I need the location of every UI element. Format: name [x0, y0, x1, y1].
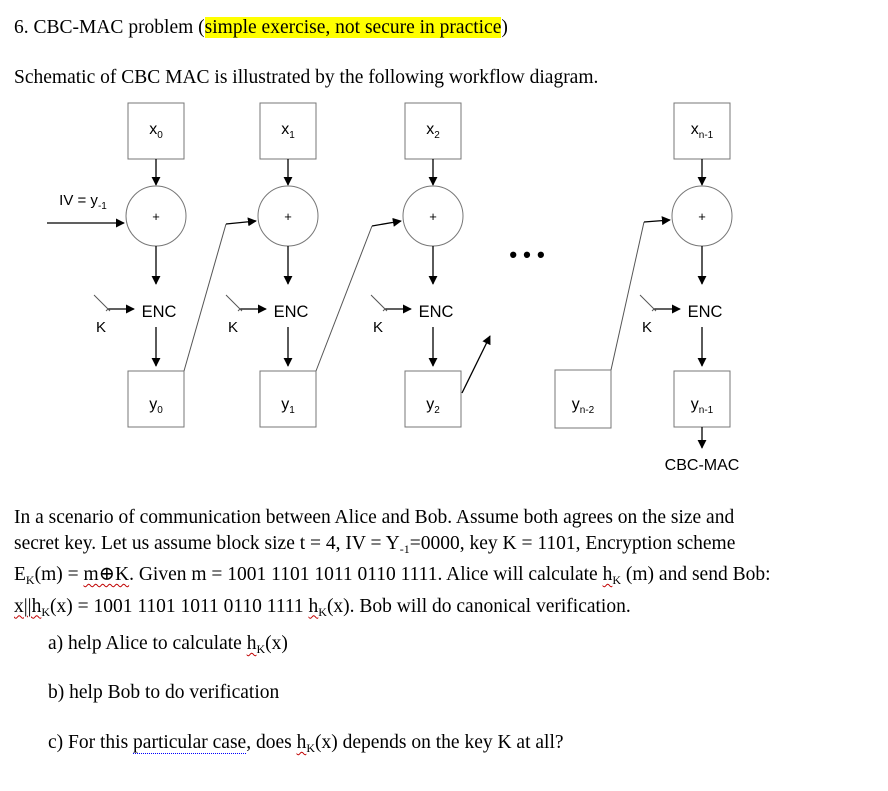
input-label-x0: $x_0$	[149, 121, 163, 141]
key-line	[94, 295, 110, 311]
output-label-yn-1: $y_{n-1}$	[690, 396, 714, 416]
xor-symbol: +	[152, 209, 160, 224]
ellipsis: • • •	[509, 242, 545, 267]
output-label-y2: $y_2$	[426, 396, 440, 416]
question-b: b) help Bob to do verification	[48, 682, 280, 703]
chain-line	[611, 222, 644, 370]
chain-line	[184, 224, 226, 371]
chain-arrow	[372, 221, 401, 226]
scenario-line-3: $E_K(m)$ = m⊕K. Given m = 1001 1101 1011 0110 1111. Alice will calculate $h_K$ (m) and send Bob:	[14, 564, 771, 587]
chain-line	[316, 226, 372, 371]
intro-text: Schematic of CBC MAC is illustrated by the following workflow diagram.	[14, 67, 599, 88]
input-label-xn-1: $x_{n-1}$	[690, 121, 714, 141]
chain-arrow-out	[462, 336, 490, 393]
key-line	[640, 295, 656, 311]
enc-block-label: ENC	[273, 303, 309, 321]
key-label: K	[227, 319, 239, 336]
key-label: K	[372, 319, 384, 336]
chain-arrow	[226, 221, 256, 224]
heading-close: )	[501, 17, 508, 38]
enc-block-label: ENC	[418, 303, 454, 321]
cbc-mac-label: CBC-MAC	[664, 457, 740, 474]
output-label-y1: $y_1$	[281, 396, 295, 416]
iv-label: IV = $y_{-1}$	[59, 192, 107, 212]
question-a: a) help Alice to calculate $h_K(x)$	[48, 633, 288, 656]
scenario-line-4: $x||h_K(x) = 1001$ 1101 1011 0110 1111 $h_K(x)$. Bob will do canonical verification.	[14, 595, 631, 619]
output-label-yn-2: $y_{n-2}$	[571, 396, 595, 416]
output-label-y0: $y_0$	[149, 396, 163, 416]
scenario-paragraph	[14, 505, 882, 625]
heading-number: 6. CBC-MAC problem (	[14, 17, 205, 38]
output-box-yn-2	[555, 370, 611, 428]
enc-block-label: ENC	[141, 303, 177, 321]
heading-highlight: simple exercise, not secure in practice	[204, 17, 502, 38]
scenario-line-1: In a scenario of communication between Alice and Bob. Assume both agrees on the size and	[14, 507, 735, 528]
enc-block-label: ENC	[687, 303, 723, 321]
input-label-x1: $x_1$	[281, 121, 295, 141]
key-label: K	[641, 319, 653, 336]
key-label: K	[95, 319, 107, 336]
input-label-x2: $x_2$	[426, 121, 440, 141]
xor-symbol: +	[284, 209, 292, 224]
output-box-yn-1	[674, 371, 730, 427]
question-c: c) For this particular case, does $h_K(x)$ depends on the key K at all?	[48, 732, 564, 755]
key-line	[226, 295, 242, 311]
chain-arrow	[644, 220, 670, 222]
scenario-line-2: secret key. Let us assume block size t = 4, IV = $Y_{-1}=0000$, key K = 1101, Encryption scheme	[14, 532, 736, 556]
xor-symbol: +	[429, 209, 437, 224]
xor-symbol: +	[698, 209, 706, 224]
key-line	[371, 295, 387, 311]
